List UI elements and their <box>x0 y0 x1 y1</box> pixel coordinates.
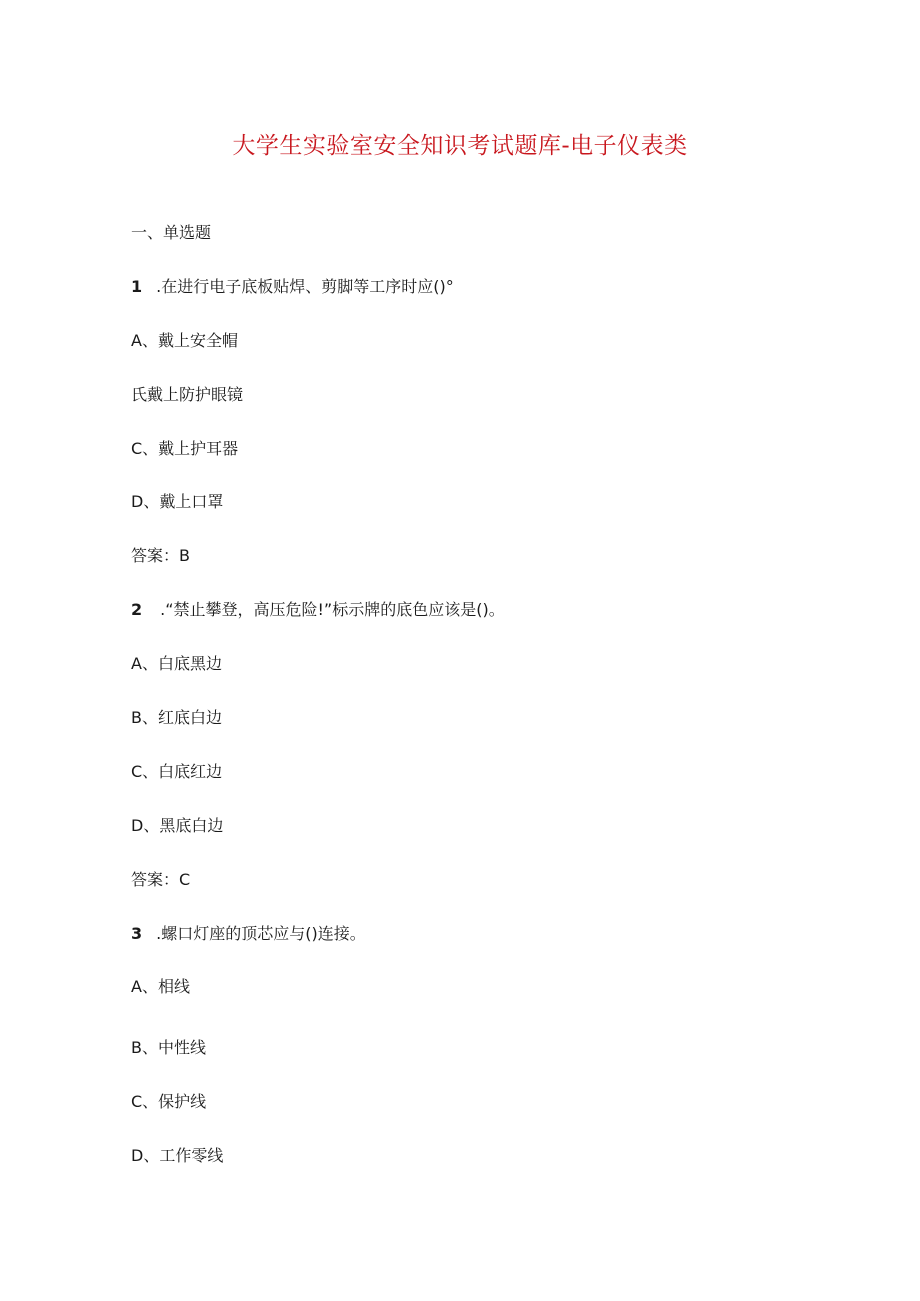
question-text: .“禁止攀登，高压危险!”标示牌的底色应该是()。 <box>160 600 505 619</box>
question-number: 3 <box>131 924 143 943</box>
q2-option-d: D、黑底白边 <box>131 816 224 835</box>
question-text: .螺口灯座的顶芯应与()连接。 <box>156 924 366 943</box>
q3-option-b: B、中性线 <box>131 1038 206 1057</box>
q2-option-c: C、白底红边 <box>131 762 223 781</box>
q2-option-b: B、红底白边 <box>131 708 222 727</box>
q1-answer: 答案：B <box>131 546 190 565</box>
document-title: 大学生实验室安全知识考试题库-电子仪表类 <box>232 133 688 159</box>
q2-answer: 答案：C <box>131 870 191 889</box>
question-2 <box>131 600 505 620</box>
q3-option-c: C、保护线 <box>131 1092 207 1111</box>
q3-option-d: D、工作零线 <box>131 1146 224 1165</box>
question-1 <box>131 277 454 297</box>
question-3 <box>131 924 366 944</box>
q2-option-a: A、白底黑边 <box>131 654 222 673</box>
section-heading: 一、单选题 <box>131 223 212 242</box>
question-text: .在进行电子底板贴焊、剪脚等工序时应()° <box>156 277 454 296</box>
q1-option-a: A、戴上安全帽 <box>131 331 238 350</box>
question-number: 1 <box>131 277 143 296</box>
question-number: 2 <box>131 600 143 619</box>
q1-option-c: C、戴上护耳器 <box>131 439 239 458</box>
q1-option-d: D、戴上口罩 <box>131 492 224 511</box>
q1-option-b: 氏戴上防护眼镜 <box>131 385 244 404</box>
q3-option-a: A、相线 <box>131 977 190 996</box>
